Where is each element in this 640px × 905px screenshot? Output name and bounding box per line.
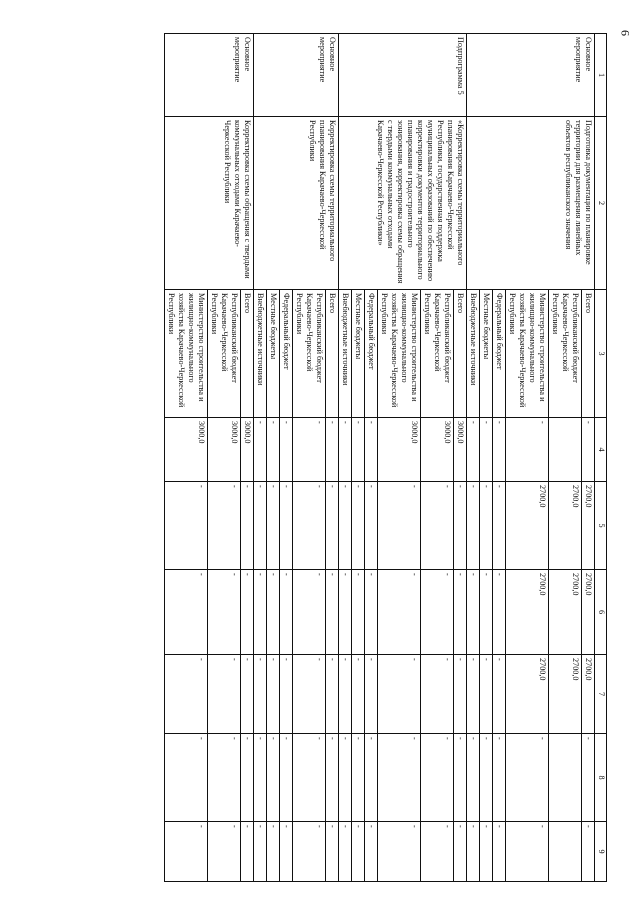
funding-source-cell: Всего <box>326 290 339 418</box>
value-cell-4: 3000,0 <box>454 418 467 482</box>
value-cell-9: - <box>352 822 365 882</box>
value-cell-4: 3000,0 <box>378 418 421 482</box>
value-cell-5: - <box>339 482 352 570</box>
funding-source-cell: Министерство строительства и жилищно-коммунального хозяйства Карачаево-Черкесской Республики <box>165 290 208 418</box>
funding-source-cell: Местные бюджеты <box>267 290 280 418</box>
value-cell-8: - <box>280 734 293 822</box>
value-cell-5: - <box>454 482 467 570</box>
value-cell-6: - <box>480 570 493 655</box>
value-cell-5: - <box>365 482 378 570</box>
value-cell-6: - <box>378 570 421 655</box>
funding-table <box>164 33 607 882</box>
value-cell-5: - <box>352 482 365 570</box>
value-cell-4: - <box>254 418 267 482</box>
funding-source-cell: Республиканский бюджет Карачаево-Черкесской Республики <box>549 290 582 418</box>
column-header: 5 <box>595 482 607 570</box>
value-cell-7: - <box>293 655 326 734</box>
value-cell-4: - <box>582 418 595 482</box>
table-row <box>241 34 254 882</box>
value-cell-6: - <box>208 570 241 655</box>
value-cell-6: - <box>421 570 454 655</box>
column-header: 9 <box>595 822 607 882</box>
section-type-cell: Подпрограмма 5 <box>339 34 467 117</box>
value-cell-9: - <box>506 822 549 882</box>
value-cell-4: - <box>267 418 280 482</box>
value-cell-7: - <box>493 655 506 734</box>
value-cell-4: - <box>352 418 365 482</box>
value-cell-7: - <box>339 655 352 734</box>
value-cell-8: - <box>454 734 467 822</box>
value-cell-8: - <box>267 734 280 822</box>
value-cell-4: - <box>467 418 480 482</box>
table-row <box>454 34 467 882</box>
value-cell-7: - <box>326 655 339 734</box>
value-cell-9: - <box>326 822 339 882</box>
value-cell-5: - <box>208 482 241 570</box>
funding-source-cell: Местные бюджеты <box>352 290 365 418</box>
value-cell-7: 2700,0 <box>549 655 582 734</box>
value-cell-6: - <box>493 570 506 655</box>
value-cell-4: 3000,0 <box>421 418 454 482</box>
value-cell-5: - <box>493 482 506 570</box>
value-cell-7: - <box>254 655 267 734</box>
value-cell-5: - <box>254 482 267 570</box>
funding-source-cell: Республиканский бюджет Карачаево-Черкесской Республики <box>421 290 454 418</box>
value-cell-8 <box>549 734 582 822</box>
value-cell-6: 2700,0 <box>549 570 582 655</box>
value-cell-4: - <box>293 418 326 482</box>
funding-source-cell: Внебюджетные источники <box>254 290 267 418</box>
value-cell-8: - <box>339 734 352 822</box>
value-cell-7: - <box>467 655 480 734</box>
funding-source-cell: Республиканский бюджет Карачаево-Черкесской Республики <box>208 290 241 418</box>
value-cell-4: 3000,0 <box>165 418 208 482</box>
value-cell-5: - <box>293 482 326 570</box>
value-cell-9: - <box>493 822 506 882</box>
value-cell-5: - <box>421 482 454 570</box>
value-cell-6: - <box>365 570 378 655</box>
value-cell-5: - <box>467 482 480 570</box>
value-cell-8: - <box>365 734 378 822</box>
value-cell-9: - <box>582 822 595 882</box>
section-type-cell: Основное мероприятие <box>165 34 254 117</box>
value-cell-8: - <box>293 734 326 822</box>
value-cell-6: - <box>454 570 467 655</box>
column-header: 1 <box>595 34 607 117</box>
funding-source-cell: Местные бюджеты <box>480 290 493 418</box>
value-cell-6: 2700,0 <box>582 570 595 655</box>
value-cell-7: - <box>165 655 208 734</box>
value-cell-5: 2700,0 <box>582 482 595 570</box>
value-cell-5: 2700,0 <box>549 482 582 570</box>
value-cell-9: - <box>208 822 241 882</box>
value-cell-6: - <box>339 570 352 655</box>
value-cell-7: 2700,0 <box>582 655 595 734</box>
value-cell-6: - <box>254 570 267 655</box>
header-row <box>595 34 607 882</box>
section-name-cell: Корректировка схемы обращения с твердыми коммунальных отходами Карачаево-Черкесской Республики <box>165 117 254 290</box>
value-cell-7: - <box>208 655 241 734</box>
section-name-cell: «Корректировка схемы территориального планирования Карачаево-Черкесской Республики, государственная поддержка муниципальных образований по обеспечению корректировки документов территориального планирования и градостроительного зонирования, корректировка схемы обращения с твердыми коммунальных отходами Карачаево-Черкесской Республики» <box>339 117 467 290</box>
value-cell-7: - <box>267 655 280 734</box>
column-header: 8 <box>595 734 607 822</box>
page-number: 9 <box>618 30 632 36</box>
value-cell-6: - <box>241 570 254 655</box>
section-type-cell: Основное мероприятие <box>467 34 595 117</box>
funding-source-cell: Министерство строительства и жилищно-коммунального хозяйства Карачаево-Черкесской Республики <box>506 290 549 418</box>
value-cell-5: - <box>280 482 293 570</box>
value-cell-7: - <box>365 655 378 734</box>
value-cell-9: - <box>454 822 467 882</box>
value-cell-9: - <box>165 822 208 882</box>
value-cell-7: - <box>480 655 493 734</box>
value-cell-6: - <box>326 570 339 655</box>
value-cell-4: - <box>506 418 549 482</box>
column-header: 4 <box>595 418 607 482</box>
value-cell-9: - <box>467 822 480 882</box>
value-cell-6: - <box>280 570 293 655</box>
value-cell-8: - <box>352 734 365 822</box>
value-cell-8: - <box>378 734 421 822</box>
funding-source-cell: Всего <box>241 290 254 418</box>
value-cell-9: - <box>241 822 254 882</box>
value-cell-8: - <box>326 734 339 822</box>
value-cell-9 <box>549 822 582 882</box>
value-cell-7: 2700,0 <box>506 655 549 734</box>
value-cell-7: - <box>454 655 467 734</box>
section-type-cell: Основное мероприятие <box>254 34 339 117</box>
value-cell-9: - <box>339 822 352 882</box>
value-cell-4: 3000,0 <box>208 418 241 482</box>
funding-source-cell: Всего <box>454 290 467 418</box>
column-header: 3 <box>595 290 607 418</box>
value-cell-7: - <box>280 655 293 734</box>
value-cell-6: - <box>293 570 326 655</box>
value-cell-4 <box>549 418 582 482</box>
column-header: 7 <box>595 655 607 734</box>
value-cell-9: - <box>280 822 293 882</box>
column-header: 2 <box>595 117 607 290</box>
funding-source-cell: Внебюджетные источники <box>467 290 480 418</box>
value-cell-7: - <box>352 655 365 734</box>
value-cell-8: - <box>165 734 208 822</box>
value-cell-8: - <box>506 734 549 822</box>
value-cell-9: - <box>378 822 421 882</box>
value-cell-4: - <box>480 418 493 482</box>
funding-source-cell: Министерство строительства и жилищно-коммунального хозяйства Карачаево-Черкесской Республики <box>378 290 421 418</box>
funding-source-cell: Всего <box>582 290 595 418</box>
value-cell-4: - <box>493 418 506 482</box>
value-cell-6: - <box>352 570 365 655</box>
value-cell-6: - <box>467 570 480 655</box>
value-cell-5: 2700,0 <box>506 482 549 570</box>
value-cell-5: - <box>165 482 208 570</box>
value-cell-7: - <box>421 655 454 734</box>
value-cell-6: - <box>165 570 208 655</box>
funding-source-cell: Федеральный бюджет <box>280 290 293 418</box>
value-cell-8: - <box>241 734 254 822</box>
value-cell-7: - <box>241 655 254 734</box>
value-cell-9: - <box>421 822 454 882</box>
value-cell-8: - <box>467 734 480 822</box>
funding-source-cell: Внебюджетные источники <box>339 290 352 418</box>
section-name-cell: Подготовка документации по планировке территории для размещения линейных объектов республиканского значения <box>467 117 595 290</box>
value-cell-5: - <box>378 482 421 570</box>
value-cell-5: - <box>241 482 254 570</box>
value-cell-9: - <box>267 822 280 882</box>
value-cell-9: - <box>365 822 378 882</box>
value-cell-9: - <box>254 822 267 882</box>
section-name-cell: Корректировка схемы территориального планирования Карачаево-Черкесской Республики <box>254 117 339 290</box>
value-cell-9: - <box>480 822 493 882</box>
table-row <box>326 34 339 882</box>
table-row <box>582 34 595 882</box>
value-cell-4: 3000,0 <box>241 418 254 482</box>
value-cell-7: - <box>378 655 421 734</box>
value-cell-5: - <box>326 482 339 570</box>
funding-source-cell: Федеральный бюджет <box>493 290 506 418</box>
column-header: 6 <box>595 570 607 655</box>
value-cell-8: - <box>254 734 267 822</box>
value-cell-5: - <box>480 482 493 570</box>
value-cell-4: - <box>280 418 293 482</box>
value-cell-6: - <box>267 570 280 655</box>
value-cell-5: - <box>267 482 280 570</box>
value-cell-4: - <box>339 418 352 482</box>
value-cell-8: - <box>493 734 506 822</box>
value-cell-6: 2700,0 <box>506 570 549 655</box>
value-cell-4: - <box>326 418 339 482</box>
value-cell-9: - <box>293 822 326 882</box>
value-cell-8: - <box>582 734 595 822</box>
value-cell-8: - <box>208 734 241 822</box>
value-cell-8: - <box>421 734 454 822</box>
value-cell-4: - <box>365 418 378 482</box>
funding-source-cell: Федеральный бюджет <box>365 290 378 418</box>
funding-source-cell: Республиканский бюджет Карачаево-Черкесской Республики <box>293 290 326 418</box>
value-cell-8: - <box>480 734 493 822</box>
